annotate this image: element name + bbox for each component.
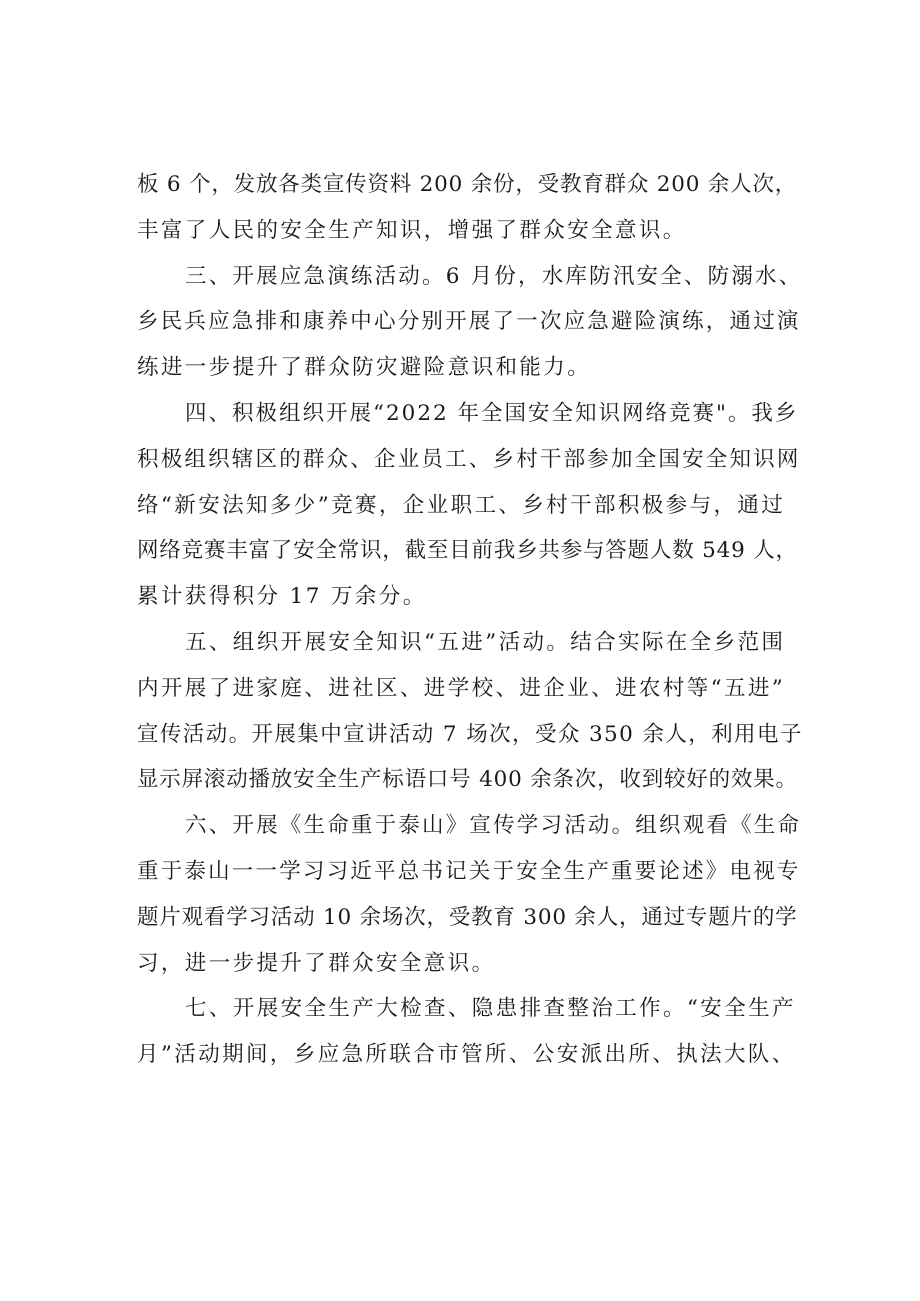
text-line: 积极组织辖区的群众、企业员工、乡村干部参加全国安全知识网 [137,446,801,472]
text-line: 五、组织开展安全知识“五进”活动。结合实际在全乡范围 [185,629,786,655]
text-line: 板 6 个，发放各类宣传资料 200 余份，受教育群众 200 余人次， [137,172,798,197]
paragraph [137,391,803,620]
text-line: 累计获得积分 17 万余分。 [137,584,427,610]
text-line: 重于泰山一一学习习近平总书记关于安全生产重要论述》电视专 [137,858,801,884]
paragraph [137,620,803,803]
text-line: 宣传活动。开展集中宣讲活动 7 场次，受众 350 余人，利用电子 [137,721,803,747]
text-line: 显示屏滚动播放安全生产标语口号 400 余条次，收到较好的效果。 [137,767,798,793]
paragraph [137,986,803,1078]
text-line: 三、开展应急演练活动。6 月份，水库防汛安全、防溺水、 [185,263,803,289]
text-line: 乡民兵应急排和康养中心分别开展了一次应急避险演练，通过演 [137,309,801,335]
text-line: 丰富了人民的安全生产知识，增强了群众安全意识。 [137,217,687,243]
text-line: 练进一步提升了群众防灾避险意识和能力。 [137,355,592,381]
text-line: 络“新安法知多少”竞赛，企业职工、乡村干部积极参与，通过 [137,492,786,518]
text-line: 六、开展《生命重于泰山》宣传学习活动。组织观看《生命 [185,813,802,839]
text-line: 网络竞赛丰富了安全常识，截至目前我乡共参与答题人数 549 人， [137,538,798,564]
paragraph [137,162,803,254]
paragraph [137,803,803,986]
document-body [137,162,803,1078]
text-line: 习，进一步提升了群众安全意识。 [137,950,496,976]
text-line: 月”活动期间，乡应急所联合市管所、公安派出所、执法大队、 [137,1042,796,1068]
text-line: 题片观看学习活动 10 余场次，受教育 300 余人，通过专题片的学 [137,904,798,930]
paragraph [137,254,803,391]
text-line: 四、积极组织开展“2022 年全国安全知识网络竞赛"。我乡 [185,400,799,426]
text-line: 七、开展安全生产大检查、隐患排查整治工作。“安全生产 [185,996,796,1022]
text-line: 内开展了进家庭、进社区、进学校、进企业、进农村等“五进” [137,675,786,701]
